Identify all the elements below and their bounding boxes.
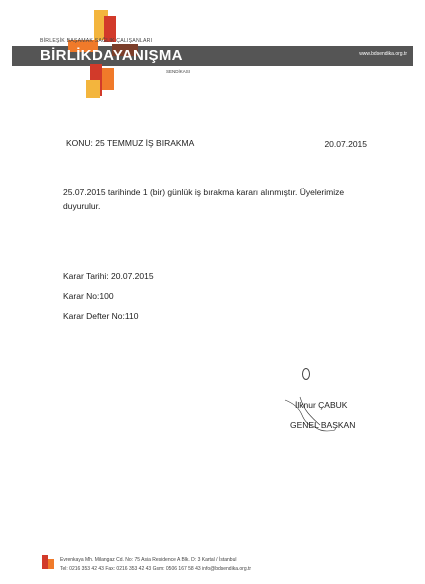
logo-sub-sendikasi: SENDİKASI (166, 69, 191, 74)
signatory-name: İlknur ÇABUK (295, 400, 348, 410)
logo-word-dayanisma: DAYANIŞMA (92, 47, 183, 64)
letter-subject: KONU: 25 TEMMUZ İŞ BIRAKMA (66, 138, 195, 148)
footer-logo-mark (40, 553, 58, 571)
website-link[interactable]: www.bdsendika.org.tr (359, 51, 407, 57)
hand-orange-bottom (102, 68, 114, 90)
footer-address: Evrenkaya Mh. Milangaz Cd. No: 75 Asia Residence A Blk. D: 3 Kartal / İstanbul (60, 557, 237, 563)
logo-word-birlik: BİRLİK (40, 47, 92, 64)
signature-mark (302, 368, 310, 380)
logo-org-top-text: BİRLEŞİK BAŞAMAK SAĞLIK ÇALIŞANLARI (40, 38, 153, 44)
karar-defter-no: Karar Defter No:110 (63, 311, 139, 321)
karar-tarihi: Karar Tarihi: 20.07.2015 (63, 271, 154, 281)
karar-no: Karar No:100 (63, 291, 114, 301)
signatory-title: GENEL BAŞKAN (290, 420, 356, 430)
hand-yellow-bottom (86, 80, 100, 98)
footer-contact: Tel: 0216 353 42 43 Fax: 0216 353 42 43 Gsm: 0506 167 58 43 info@bdsendika.org.tr (60, 566, 252, 572)
letter-body: 25.07.2015 tarihinde 1 (bir) günlük iş bırakma kararı alınmıştır. Üyelerimize duyurulur. (63, 187, 345, 211)
letter-date: 20.07.2015 (324, 139, 367, 149)
